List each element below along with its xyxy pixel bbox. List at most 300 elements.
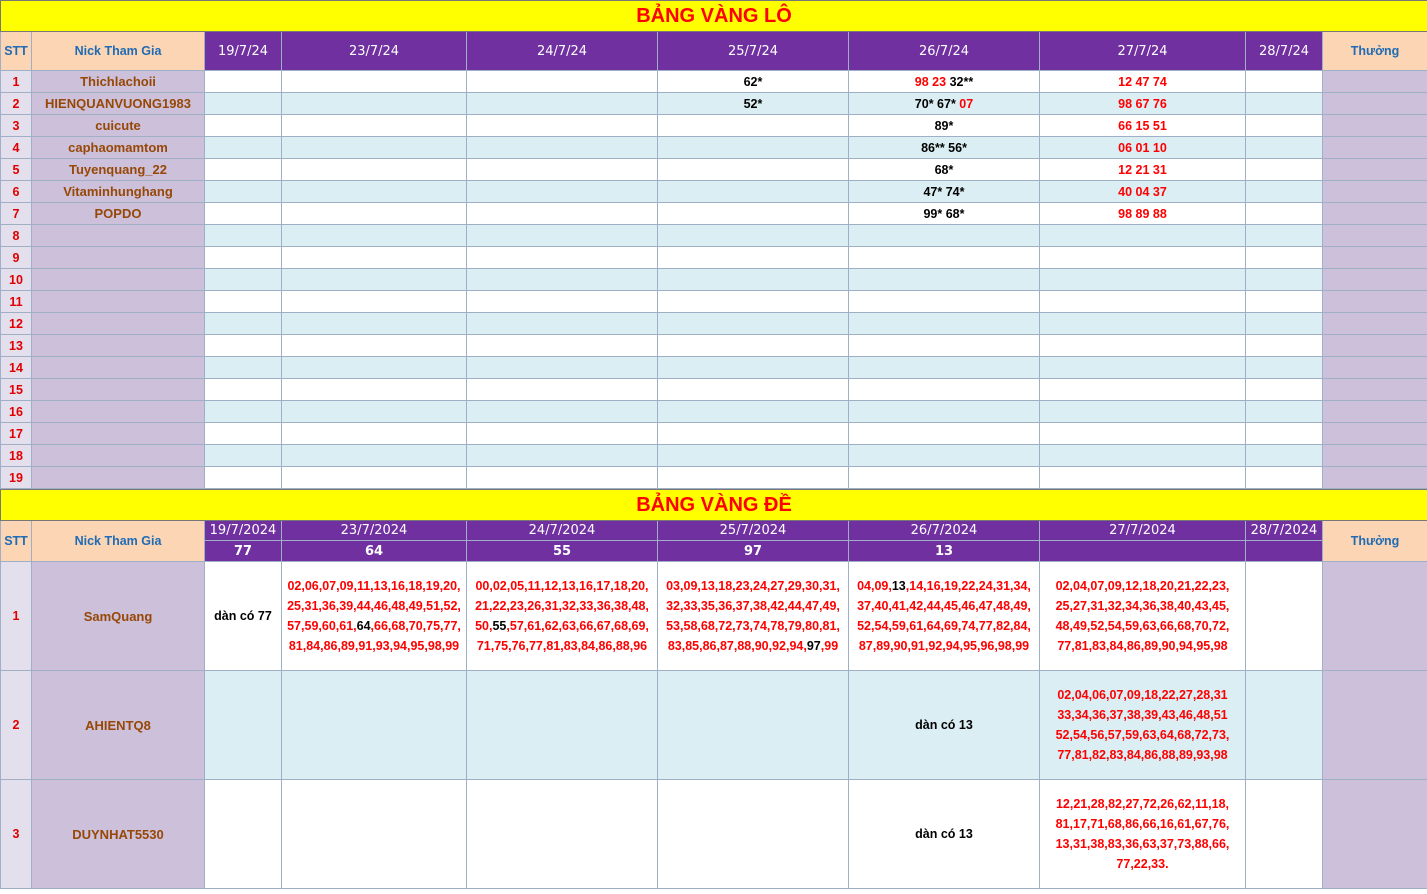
cell-text: 02,06,07,09,11,13,16,18,19,20, bbox=[287, 579, 461, 593]
pick-cell bbox=[849, 562, 1040, 671]
reward-cell bbox=[1323, 93, 1427, 115]
pick-cell bbox=[205, 203, 282, 225]
table-row bbox=[1, 313, 1427, 335]
pick-cell bbox=[282, 159, 467, 181]
pick-cell bbox=[1246, 313, 1323, 335]
table-row bbox=[1, 225, 1427, 247]
pick-cell bbox=[205, 335, 282, 357]
lo-header-date: 24/7/24 bbox=[467, 32, 658, 71]
lo-header-date: 27/7/24 bbox=[1040, 32, 1246, 71]
pick-cell bbox=[849, 159, 1040, 181]
pick-cell bbox=[205, 467, 282, 489]
table-row bbox=[1, 335, 1427, 357]
pick-cell bbox=[1040, 247, 1246, 269]
cell-text: 87,89,90,91,92,94,95,96,98,99 bbox=[858, 639, 1030, 653]
pick-cell bbox=[849, 335, 1040, 357]
cell-text: 52,54,56,57,59,63,64,68,72,73, bbox=[1055, 728, 1230, 742]
cell-text: 40 04 37 bbox=[1118, 184, 1167, 199]
cell-text: 53,58,68,72,73,74,78,79,80,81, bbox=[666, 619, 840, 633]
lo-title: BẢNG VÀNG LÔ bbox=[1, 1, 1427, 32]
reward-cell bbox=[1323, 247, 1427, 269]
pick-cell bbox=[849, 247, 1040, 269]
lo-header-date: 26/7/24 bbox=[849, 32, 1040, 71]
pick-cell bbox=[205, 291, 282, 313]
cell-text: 68* bbox=[934, 162, 954, 177]
nick-name bbox=[32, 335, 205, 357]
pick-cell bbox=[1040, 203, 1246, 225]
de-header-thuong: Thưởng bbox=[1323, 521, 1427, 562]
pick-cell bbox=[1246, 181, 1323, 203]
reward-cell bbox=[1323, 137, 1427, 159]
pick-cell bbox=[1040, 269, 1246, 291]
lo-header-stt: STT bbox=[1, 32, 32, 71]
lo-header-thuong: Thưởng bbox=[1323, 32, 1427, 71]
de-result bbox=[1246, 541, 1323, 562]
table-row bbox=[1, 247, 1427, 269]
pick-cell bbox=[467, 137, 658, 159]
cell-text: 98 23 bbox=[914, 74, 950, 89]
pick-cell bbox=[1040, 562, 1246, 671]
pick-cell bbox=[467, 203, 658, 225]
pick-cell bbox=[1040, 159, 1246, 181]
pick-cell bbox=[282, 291, 467, 313]
pick-cell bbox=[467, 467, 658, 489]
pick-cell bbox=[849, 115, 1040, 137]
row-stt: 16 bbox=[1, 401, 32, 423]
pick-cell bbox=[1040, 671, 1246, 780]
cell-text: 06 01 10 bbox=[1118, 140, 1167, 155]
table-row bbox=[1, 357, 1427, 379]
de-header-date: 27/7/2024 bbox=[1040, 521, 1246, 541]
pick-cell bbox=[205, 445, 282, 467]
pick-cell bbox=[282, 467, 467, 489]
cell-text: 97 bbox=[806, 639, 821, 653]
table-row bbox=[1, 562, 1427, 671]
pick-cell bbox=[1246, 357, 1323, 379]
nick-name: Vitaminhunghang bbox=[32, 181, 205, 203]
reward-cell bbox=[1323, 313, 1427, 335]
pick-cell bbox=[1040, 780, 1246, 889]
pick-cell bbox=[1040, 115, 1246, 137]
pick-cell bbox=[282, 115, 467, 137]
row-stt: 1 bbox=[1, 71, 32, 93]
table-row bbox=[1, 379, 1427, 401]
pick-cell bbox=[205, 357, 282, 379]
nick-name: HIENQUANVUONG1983 bbox=[32, 93, 205, 115]
pick-cell bbox=[658, 313, 849, 335]
nick-name: POPDO bbox=[32, 203, 205, 225]
pick-cell bbox=[467, 71, 658, 93]
pick-cell bbox=[658, 203, 849, 225]
cell-text: 66 15 51 bbox=[1118, 118, 1167, 133]
pick-cell bbox=[205, 671, 282, 780]
reward-cell bbox=[1323, 159, 1427, 181]
cell-text: 32,33,35,36,37,38,42,44,47,49, bbox=[666, 599, 840, 613]
cell-text: 13,31,38,83,36,63,37,73,88,66, bbox=[1055, 837, 1230, 851]
nick-name: cuicute bbox=[32, 115, 205, 137]
de-result: 55 bbox=[467, 541, 658, 562]
nick-name bbox=[32, 401, 205, 423]
cell-text: 12,21,28,82,27,72,26,62,11,18, bbox=[1055, 797, 1230, 811]
nick-name: DUYNHAT5530 bbox=[32, 780, 205, 889]
pick-cell bbox=[1246, 203, 1323, 225]
de-result bbox=[1040, 541, 1246, 562]
pick-cell bbox=[467, 159, 658, 181]
row-stt: 11 bbox=[1, 291, 32, 313]
nick-name bbox=[32, 269, 205, 291]
cell-text: 62* bbox=[743, 74, 763, 89]
row-stt: 18 bbox=[1, 445, 32, 467]
nick-name bbox=[32, 313, 205, 335]
pick-cell bbox=[1040, 93, 1246, 115]
nick-name bbox=[32, 445, 205, 467]
nick-name bbox=[32, 467, 205, 489]
de-header-stt: STT bbox=[1, 521, 32, 562]
pick-cell bbox=[205, 269, 282, 291]
pick-cell bbox=[467, 291, 658, 313]
pick-cell bbox=[467, 225, 658, 247]
cell-text: 47* 74* bbox=[923, 184, 965, 199]
table-row bbox=[1, 71, 1427, 93]
pick-cell bbox=[1246, 467, 1323, 489]
pick-cell bbox=[1246, 445, 1323, 467]
cell-text: 77,22,33. bbox=[1116, 857, 1169, 871]
reward-cell bbox=[1323, 671, 1427, 780]
pick-cell bbox=[658, 291, 849, 313]
cell-text: 55 bbox=[492, 619, 507, 633]
reward-cell bbox=[1323, 467, 1427, 489]
cell-text: ,99 bbox=[820, 639, 839, 653]
table-row bbox=[1, 115, 1427, 137]
pick-cell bbox=[658, 247, 849, 269]
lo-header-date: 23/7/24 bbox=[282, 32, 467, 71]
pick-cell bbox=[205, 562, 282, 671]
pick-cell bbox=[467, 445, 658, 467]
pick-cell bbox=[282, 269, 467, 291]
cell-text: 32** bbox=[949, 74, 974, 89]
reward-cell bbox=[1323, 225, 1427, 247]
pick-cell bbox=[658, 467, 849, 489]
pick-cell bbox=[1040, 137, 1246, 159]
pick-cell bbox=[849, 181, 1040, 203]
pick-cell bbox=[658, 379, 849, 401]
cell-text: 07 bbox=[959, 96, 974, 111]
pick-cell bbox=[467, 115, 658, 137]
reward-cell bbox=[1323, 780, 1427, 889]
de-result: 13 bbox=[849, 541, 1040, 562]
reward-cell bbox=[1323, 71, 1427, 93]
reward-cell bbox=[1323, 445, 1427, 467]
pick-cell bbox=[1246, 71, 1323, 93]
pick-cell bbox=[658, 225, 849, 247]
nick-name: caphaomamtom bbox=[32, 137, 205, 159]
pick-cell bbox=[1040, 445, 1246, 467]
row-stt: 14 bbox=[1, 357, 32, 379]
pick-cell bbox=[282, 313, 467, 335]
de-table bbox=[0, 489, 1427, 889]
pick-cell bbox=[282, 379, 467, 401]
pick-cell bbox=[1040, 379, 1246, 401]
pick-cell bbox=[467, 269, 658, 291]
cell-text: dàn có 13 bbox=[915, 827, 973, 841]
table-row bbox=[1, 671, 1427, 780]
pick-cell bbox=[282, 445, 467, 467]
pick-cell bbox=[849, 137, 1040, 159]
pick-cell bbox=[1246, 335, 1323, 357]
pick-cell bbox=[282, 203, 467, 225]
nick-name bbox=[32, 357, 205, 379]
pick-cell bbox=[205, 313, 282, 335]
pick-cell bbox=[658, 115, 849, 137]
pick-cell bbox=[282, 71, 467, 93]
pick-cell bbox=[849, 780, 1040, 889]
pick-cell bbox=[205, 71, 282, 93]
table-row bbox=[1, 291, 1427, 313]
pick-cell bbox=[658, 71, 849, 93]
de-title: BẢNG VÀNG ĐỀ bbox=[1, 490, 1427, 521]
pick-cell bbox=[849, 379, 1040, 401]
reward-cell bbox=[1323, 379, 1427, 401]
cell-text: 81,17,71,68,86,66,16,61,67,76, bbox=[1055, 817, 1230, 831]
pick-cell bbox=[849, 467, 1040, 489]
pick-cell bbox=[467, 313, 658, 335]
pick-cell bbox=[282, 423, 467, 445]
cell-text: 71,75,76,77,81,83,84,86,88,96 bbox=[476, 639, 648, 653]
row-stt: 4 bbox=[1, 137, 32, 159]
cell-text: ,57,61,62,63,66,67,68,69, bbox=[506, 619, 649, 633]
pick-cell bbox=[1040, 357, 1246, 379]
cell-text: 12 21 31 bbox=[1118, 162, 1167, 177]
pick-cell bbox=[658, 562, 849, 671]
table-row bbox=[1, 181, 1427, 203]
cell-text: 86** 56* bbox=[921, 140, 967, 155]
pick-cell bbox=[205, 423, 282, 445]
pick-cell bbox=[205, 401, 282, 423]
pick-cell bbox=[205, 379, 282, 401]
cell-text: dàn có 13 bbox=[915, 718, 973, 732]
cell-text: 33,34,36,37,38,39,43,46,48,51 bbox=[1057, 708, 1228, 722]
row-stt: 3 bbox=[1, 780, 32, 889]
cell-text: 03,09,13,18,23,24,27,29,30,31, bbox=[666, 579, 840, 593]
pick-cell bbox=[282, 401, 467, 423]
pick-cell bbox=[1040, 401, 1246, 423]
pick-cell bbox=[1246, 269, 1323, 291]
pick-cell bbox=[1246, 780, 1323, 889]
table-row bbox=[1, 203, 1427, 225]
pick-cell bbox=[467, 671, 658, 780]
cell-text: 04,09, bbox=[857, 579, 892, 593]
de-header-date: 19/7/2024 bbox=[205, 521, 282, 541]
row-stt: 9 bbox=[1, 247, 32, 269]
pick-cell bbox=[849, 93, 1040, 115]
pick-cell bbox=[282, 225, 467, 247]
cell-text: 99* 68* bbox=[923, 206, 965, 221]
nick-name bbox=[32, 423, 205, 445]
cell-text: ,66,68,70,75,77, bbox=[370, 619, 461, 633]
pick-cell bbox=[1246, 671, 1323, 780]
cell-text: 77,81,83,84,86,89,90,94,95,98 bbox=[1057, 639, 1228, 653]
pick-cell bbox=[205, 137, 282, 159]
pick-cell bbox=[282, 93, 467, 115]
lo-header-date: 28/7/24 bbox=[1246, 32, 1323, 71]
row-stt: 1 bbox=[1, 562, 32, 671]
reward-cell bbox=[1323, 115, 1427, 137]
pick-cell bbox=[205, 225, 282, 247]
pick-cell bbox=[467, 181, 658, 203]
reward-cell bbox=[1323, 562, 1427, 671]
pick-cell bbox=[1246, 137, 1323, 159]
pick-cell bbox=[849, 357, 1040, 379]
de-header-nick: Nick Tham Gia bbox=[32, 521, 205, 562]
reward-cell bbox=[1323, 401, 1427, 423]
pick-cell bbox=[658, 137, 849, 159]
pick-cell bbox=[467, 93, 658, 115]
pick-cell bbox=[658, 269, 849, 291]
pick-cell bbox=[658, 335, 849, 357]
nick-name: Tuyenquang_22 bbox=[32, 159, 205, 181]
table-row bbox=[1, 445, 1427, 467]
pick-cell bbox=[282, 357, 467, 379]
nick-name bbox=[32, 291, 205, 313]
row-stt: 15 bbox=[1, 379, 32, 401]
nick-name: Thichlachoii bbox=[32, 71, 205, 93]
reward-cell bbox=[1323, 291, 1427, 313]
pick-cell bbox=[467, 401, 658, 423]
pick-cell bbox=[1246, 423, 1323, 445]
cell-text: 98 89 88 bbox=[1118, 206, 1167, 221]
pick-cell bbox=[658, 159, 849, 181]
pick-cell bbox=[1246, 401, 1323, 423]
pick-cell bbox=[1040, 181, 1246, 203]
cell-text: 77,81,82,83,84,86,88,89,93,98 bbox=[1057, 748, 1228, 762]
pick-cell bbox=[1040, 291, 1246, 313]
de-result: 64 bbox=[282, 541, 467, 562]
pick-cell bbox=[849, 71, 1040, 93]
pick-cell bbox=[1246, 247, 1323, 269]
de-header-date: 28/7/2024 bbox=[1246, 521, 1323, 541]
pick-cell bbox=[1040, 71, 1246, 93]
pick-cell bbox=[849, 445, 1040, 467]
cell-text: 00,02,05,11,12,13,16,17,18,20, bbox=[475, 579, 649, 593]
pick-cell bbox=[282, 562, 467, 671]
cell-text: 52* bbox=[743, 96, 763, 111]
pick-cell bbox=[467, 247, 658, 269]
nick-name bbox=[32, 225, 205, 247]
cell-text: ,14,16,19,22,24,31,34, bbox=[905, 579, 1031, 593]
cell-text: 48,49,52,54,59,63,66,68,70,72, bbox=[1055, 619, 1230, 633]
pick-cell bbox=[1040, 313, 1246, 335]
row-stt: 7 bbox=[1, 203, 32, 225]
pick-cell bbox=[282, 335, 467, 357]
cell-text: 12 47 74 bbox=[1118, 74, 1167, 89]
pick-cell bbox=[658, 181, 849, 203]
pick-cell bbox=[849, 671, 1040, 780]
pick-cell bbox=[1246, 291, 1323, 313]
table-row bbox=[1, 137, 1427, 159]
pick-cell bbox=[205, 247, 282, 269]
de-body bbox=[1, 562, 1427, 889]
de-header-date: 25/7/2024 bbox=[658, 521, 849, 541]
cell-text: 70* 67* bbox=[914, 96, 960, 111]
pick-cell bbox=[467, 357, 658, 379]
cell-text: 21,22,23,26,31,32,33,36,38,48, bbox=[475, 599, 649, 613]
pick-cell bbox=[1246, 159, 1323, 181]
lo-header-nick: Nick Tham Gia bbox=[32, 32, 205, 71]
pick-cell bbox=[1040, 225, 1246, 247]
cell-text: 98 67 76 bbox=[1118, 96, 1167, 111]
cell-text: 52,54,59,61,64,69,74,77,82,84, bbox=[857, 619, 1031, 633]
row-stt: 2 bbox=[1, 93, 32, 115]
reward-cell bbox=[1323, 335, 1427, 357]
pick-cell bbox=[849, 269, 1040, 291]
pick-cell bbox=[467, 379, 658, 401]
table-row bbox=[1, 269, 1427, 291]
pick-cell bbox=[467, 562, 658, 671]
pick-cell bbox=[849, 225, 1040, 247]
cell-text: 25,27,31,32,34,36,38,40,43,45, bbox=[1055, 599, 1230, 613]
pick-cell bbox=[282, 181, 467, 203]
pick-cell bbox=[282, 247, 467, 269]
nick-name bbox=[32, 379, 205, 401]
row-stt: 12 bbox=[1, 313, 32, 335]
row-stt: 8 bbox=[1, 225, 32, 247]
pick-cell bbox=[658, 357, 849, 379]
reward-cell bbox=[1323, 269, 1427, 291]
reward-cell bbox=[1323, 203, 1427, 225]
de-result: 97 bbox=[658, 541, 849, 562]
cell-text: 89* bbox=[934, 118, 954, 133]
row-stt: 6 bbox=[1, 181, 32, 203]
pick-cell bbox=[205, 780, 282, 889]
pick-cell bbox=[849, 401, 1040, 423]
cell-text: 64 bbox=[356, 619, 371, 633]
row-stt: 2 bbox=[1, 671, 32, 780]
table-row bbox=[1, 159, 1427, 181]
row-stt: 3 bbox=[1, 115, 32, 137]
pick-cell bbox=[849, 203, 1040, 225]
pick-cell bbox=[467, 780, 658, 889]
de-result: 77 bbox=[205, 541, 282, 562]
pick-cell bbox=[658, 423, 849, 445]
pick-cell bbox=[658, 401, 849, 423]
lo-header-date: 19/7/24 bbox=[205, 32, 282, 71]
pick-cell bbox=[205, 181, 282, 203]
pick-cell bbox=[467, 335, 658, 357]
pick-cell bbox=[1246, 379, 1323, 401]
cell-text: 83,85,86,87,88,90,92,94, bbox=[667, 639, 807, 653]
pick-cell bbox=[205, 159, 282, 181]
pick-cell bbox=[282, 671, 467, 780]
lo-header-date: 25/7/24 bbox=[658, 32, 849, 71]
cell-text: 25,31,36,39,44,46,48,49,51,52, bbox=[287, 599, 461, 613]
pick-cell bbox=[205, 93, 282, 115]
pick-cell bbox=[658, 445, 849, 467]
pick-cell bbox=[282, 137, 467, 159]
row-stt: 10 bbox=[1, 269, 32, 291]
row-stt: 17 bbox=[1, 423, 32, 445]
nick-name bbox=[32, 247, 205, 269]
table-row bbox=[1, 780, 1427, 889]
table-row bbox=[1, 423, 1427, 445]
pick-cell bbox=[849, 291, 1040, 313]
row-stt: 5 bbox=[1, 159, 32, 181]
pick-cell bbox=[849, 313, 1040, 335]
nick-name: AHIENTQ8 bbox=[32, 671, 205, 780]
cell-text: 57,59,60,61, bbox=[287, 619, 357, 633]
pick-cell bbox=[1246, 115, 1323, 137]
reward-cell bbox=[1323, 181, 1427, 203]
de-header-date: 24/7/2024 bbox=[467, 521, 658, 541]
